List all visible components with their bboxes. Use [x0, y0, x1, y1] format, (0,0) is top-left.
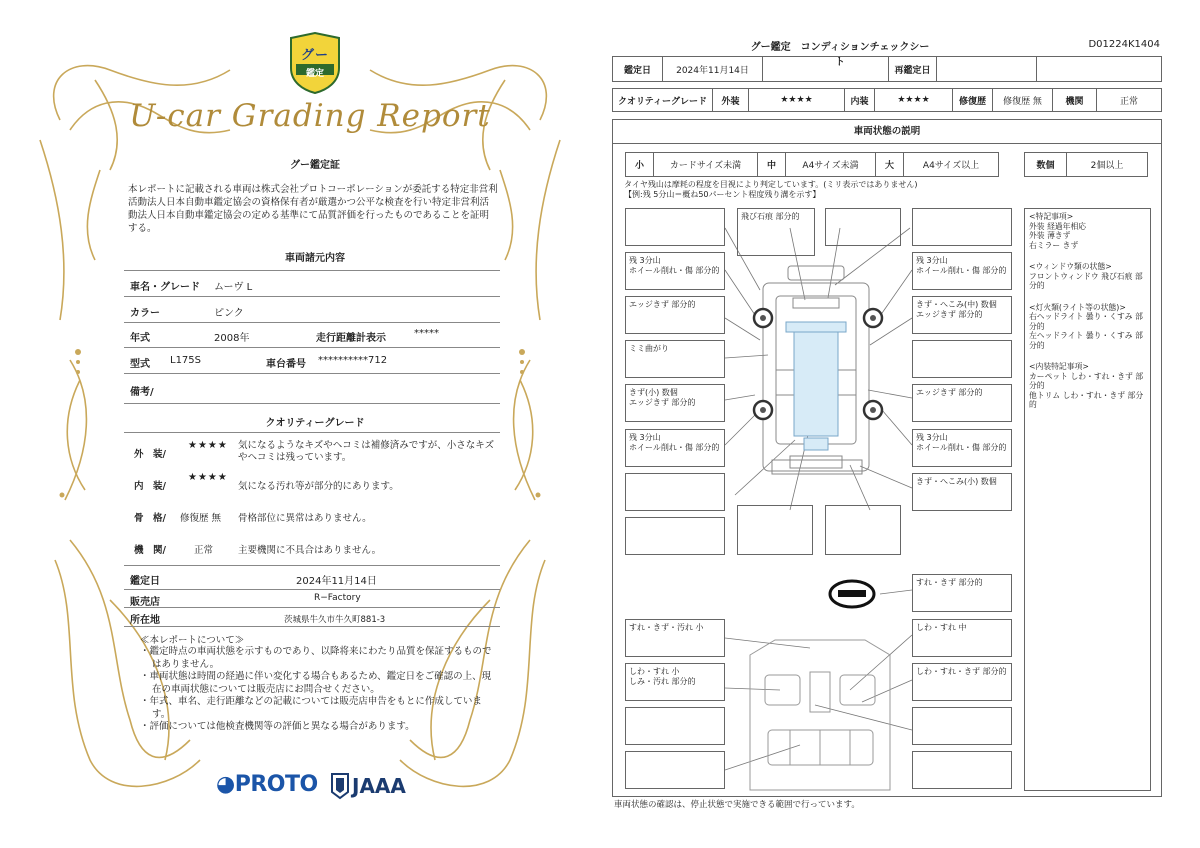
color-value: ピンク [214, 308, 244, 319]
note-box [625, 473, 725, 511]
notes-line: 右ヘッドライト 曇り・くすみ 部分的 [1029, 312, 1143, 331]
notes-line: カーペット しわ・すれ・きず 部分的 [1029, 371, 1144, 390]
repair-value: 修復歴 無 [993, 89, 1053, 111]
proto-mark-icon: ◕ [216, 772, 235, 797]
dealer-row [124, 589, 500, 607]
divider [124, 432, 500, 433]
frame-value: 修復歴 無 [180, 513, 222, 524]
notes-line: 他トリム しわ・すれ・きず 部分的 [1029, 390, 1144, 409]
notes-line: 左ヘッドライト 曇り・くすみ 部分的 [1029, 331, 1143, 350]
notes-line: <内装特記事項> [1029, 362, 1089, 371]
note-box [912, 340, 1012, 378]
report-title: U-car Grading Report [129, 98, 491, 134]
spec-title: 車両諸元内容 [285, 253, 345, 264]
name-value: ムーヴ L [214, 282, 253, 293]
cert-body: 本レポートに記載される車両は株式会社プロトコーポレーションが委託する特定非営利活動法人日本自動車鑑定協会の資格保有者が厳選かつ公平な検査を行い特定非営利活動法人日本自動車鑑定協会の定める基準にて品質評価を行ったものであることを証明する。 [128, 184, 498, 234]
dealer-label: 販売店 [130, 597, 160, 608]
notes-line: 外装 経過年相応 [1029, 221, 1087, 231]
note-right-edge: エッジきず 部分的 [912, 384, 1012, 422]
note-int-right-2: しわ・すれ・きず 部分的 [912, 663, 1012, 701]
spec-row-remarks [124, 373, 500, 404]
engine-value: 正常 [194, 545, 214, 556]
spec-row-model [124, 347, 500, 373]
note-left-edge: エッジきず 部分的 [625, 296, 725, 334]
tire-note [624, 180, 917, 200]
note-left-tire-front: 残 3分山 ホイール削れ・傷 部分的 [625, 252, 725, 290]
frame-desc: 骨格部位に異常はありません。 [238, 513, 372, 524]
spec-row-name [124, 270, 500, 296]
legend-mid: 中 [758, 153, 786, 176]
tire-note-line: 【例:残 5分山＝概ね50パーセント程度残り溝を示す】 [624, 190, 821, 199]
note-left-mimi: ミミ曲がり [625, 340, 725, 378]
ext-stars: ★★★★ [749, 89, 845, 111]
note-left-small: きず(小) 数個 エッジきず 部分的 [625, 384, 725, 422]
legend-large-desc: A4サイズ以上 [922, 161, 980, 171]
spec-row-color [124, 296, 500, 322]
odo-value: ***** [414, 328, 439, 339]
odo-label: 走行距離計表示 [316, 333, 386, 344]
note-box [625, 517, 725, 555]
recheck-label: 再鑑定日 [889, 57, 937, 81]
notes-line: <特記事項> [1029, 212, 1074, 221]
badge-text: グー [300, 48, 329, 63]
notes-line: <灯火類(ライト等の状態)> [1029, 302, 1126, 312]
recheck-value [937, 57, 1037, 81]
model-label: 型式 [130, 359, 150, 370]
ext-label: 外装 [713, 89, 749, 111]
tire-note-line: タイヤ残山は摩耗の程度を目視により判定しています。(ミリ表示ではありません) [624, 180, 918, 189]
grade-bar [612, 88, 1162, 112]
notes-title: ≪本レポートについて≫ [140, 635, 245, 646]
notes-line: フロントウィンドウ 飛び石痕 部分的 [1029, 271, 1143, 290]
note-box [625, 707, 725, 745]
shield-icon [287, 32, 343, 94]
notes-group [1029, 362, 1146, 410]
notes-line: 外装 薄きず [1029, 231, 1071, 240]
date-label: 鑑定日 [130, 576, 160, 587]
note-item: ・ 年式、車名、走行距離などの記載については販売店申告をもとに作成しています。 [140, 696, 496, 721]
location-row [124, 607, 500, 627]
name-label: 車名・グレード [130, 282, 200, 293]
exterior-desc: 気になるようなキズやヘコミは補修済みですが、小さなキズやヘコミは残っています。 [238, 440, 495, 463]
proto-logo-text: PROTO [234, 772, 318, 797]
grade-row-exterior [124, 436, 500, 470]
chassis-value: **********712 [318, 355, 388, 366]
grade-row-frame [124, 505, 500, 529]
grade-label: クオリティーグレード [613, 89, 713, 111]
note-right-tire-rear: 残 3分山 ホイール削れ・傷 部分的 [912, 429, 1012, 467]
note-item: ・ 鑑定時点の車両状態を示すものであり、以降将来にわたり品質を保証するものではありません。 [140, 646, 496, 671]
note-int-right-1: しわ・すれ 中 [912, 619, 1012, 657]
legend-mid-desc: A4サイズ未満 [786, 153, 876, 176]
note-box [625, 208, 725, 246]
jaaa-mark-icon [330, 772, 350, 800]
notes-line: 右ミラー きず [1029, 240, 1079, 250]
special-notes-panel [1024, 208, 1151, 791]
grade-row-engine [124, 537, 500, 561]
legend-small: 小 [626, 153, 654, 176]
date-row [124, 565, 500, 589]
notes-line: <ウィンドウ類の状態> [1029, 262, 1112, 271]
date-bar [612, 56, 1162, 82]
engine-label: 機 関/ [134, 545, 166, 556]
engine-label: 機関 [1053, 89, 1097, 111]
condition-check-sheet [600, 0, 1200, 848]
legend-small-desc: カードサイズ未満 [654, 153, 758, 176]
remarks-label: 備考/ [130, 387, 154, 398]
interior-desc: 気になる汚れ等が部分的にあります。 [238, 481, 399, 492]
note-box [912, 208, 1012, 246]
date-label: 鑑定日 [613, 57, 663, 81]
note-int-left-1: すれ・きず・汚れ 小 [625, 619, 725, 657]
note-box [912, 751, 1012, 789]
legend-large: 大 [876, 153, 904, 176]
note-item: ・ 評価については他検査機関等の評価と異なる場合があります。 [140, 721, 496, 734]
note-right-door: きず・へこみ(中) 数個 エッジきず 部分的 [912, 296, 1012, 334]
blank-cell [1037, 57, 1161, 81]
date-value: 2024年11月14日 [296, 576, 377, 587]
size-legend [625, 152, 999, 177]
blank-cell [763, 57, 889, 81]
engine-desc: 主要機関に不具合はありません。 [238, 545, 382, 556]
spec-row-year [124, 322, 500, 347]
notes-group [1029, 262, 1146, 291]
year-label: 年式 [130, 333, 150, 344]
badge-sub: 鑑定 [305, 69, 324, 79]
location-label: 所在地 [130, 615, 160, 626]
frame-label: 骨 格/ [134, 513, 166, 524]
legend-count: 数個 [1025, 153, 1067, 176]
footer-note: 車両状態の確認は、停止状態で実施できる範囲で行っています。 [614, 800, 860, 810]
note-box [737, 505, 813, 555]
notes-list [140, 646, 496, 734]
notes-group [1029, 212, 1146, 250]
jaaa-logo [330, 772, 410, 800]
goo-kantei-badge [287, 32, 343, 94]
interior-stars: ★★★★ [188, 472, 228, 483]
int-label: 内装 [845, 89, 875, 111]
int-stars: ★★★★ [875, 89, 953, 111]
notes-group [1029, 303, 1146, 351]
note-steering: すれ・きず 部分的 [912, 574, 1012, 612]
note-top-center: 飛び石痕 部分的 [737, 208, 815, 256]
proto-logo [216, 772, 318, 797]
model-value: L175S [170, 355, 202, 366]
dealer-value: R−Factory [314, 593, 361, 603]
sheet-title: グー鑑定 コンディションチェックシート [750, 42, 930, 68]
exterior-label: 外 装/ [134, 449, 166, 460]
document-number: D01224K1404 [1088, 39, 1160, 50]
color-label: カラー [130, 308, 160, 319]
location-value: 茨城県牛久市牛久町881-3 [284, 615, 386, 625]
note-box [825, 505, 901, 555]
jaaa-logo-text: JAAA [352, 774, 406, 798]
note-right-tire-front: 残 3分山 ホイール削れ・傷 部分的 [912, 252, 1012, 290]
note-item: ・ 車両状態は時間の経過に伴い変化する場合もあるため、鑑定日をご確認の上、現在の車両状態については販売店にお問合せください。 [140, 671, 496, 696]
chassis-label: 車台番号 [266, 359, 306, 370]
count-legend [1024, 152, 1148, 177]
note-left-tire-rear: 残 3分山 ホイール削れ・傷 部分的 [625, 429, 725, 467]
grade-row-interior [124, 470, 500, 498]
note-right-rear: きず・へこみ(小) 数個 [912, 473, 1012, 511]
section-title: 車両状態の説明 [613, 120, 1161, 144]
repair-label: 修復歴 [953, 89, 993, 111]
cert-title: グー鑑定証 [290, 160, 340, 171]
engine-value: 正常 [1119, 96, 1138, 107]
note-box [912, 707, 1012, 745]
grade-title: クオリティーグレード [265, 418, 365, 429]
note-box [825, 208, 901, 246]
interior-label: 内 装/ [134, 481, 166, 492]
date-value: 2024年11月14日 [663, 57, 763, 81]
note-box [625, 751, 725, 789]
exterior-stars: ★★★★ [188, 440, 228, 451]
legend-count-desc: 2個以上 [1090, 161, 1124, 171]
year-value: 2008年 [214, 333, 250, 344]
note-int-left-2: しわ・すれ 小 しみ・汚れ 部分的 [625, 663, 725, 701]
